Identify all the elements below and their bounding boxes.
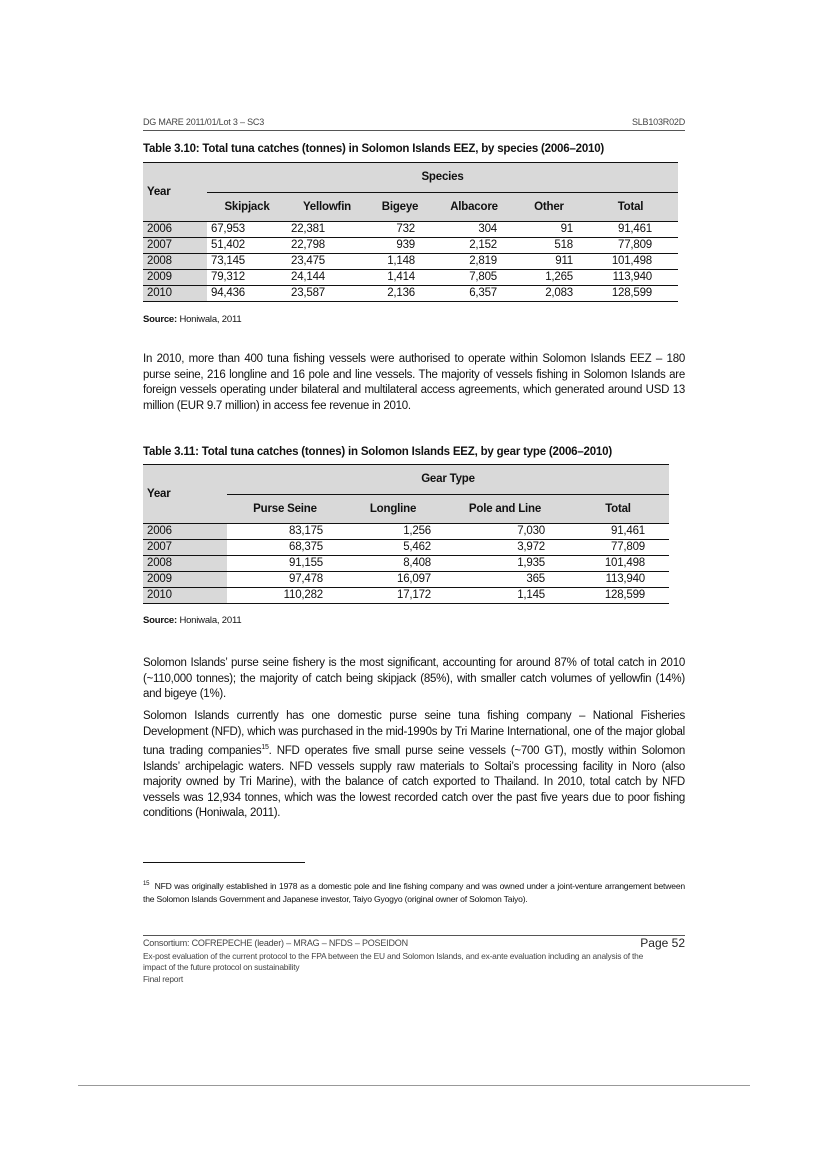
table2-year-cell: 2006 [143, 524, 227, 540]
table-row [143, 588, 669, 604]
table1-value-cell: 67,953 [207, 222, 287, 238]
nfd-paragraph-end: . NFD operates five small purse seine vessels (~700 GT), mostly within Solomon Islands’ archipelagic waters. NFD vessels supply raw materials to Soltai’s processing facility in Noro (also majority owned by Tri Marine), with the balance of catch exported to Thailand. In 2010, total catch by NFD vessels was 12,934 tonnes, which was the lowest recorded catch over the past five years due to poor fishing conditions (Honiwala, 2011). [143, 745, 685, 820]
table1-value-cell: 24,144 [287, 270, 367, 286]
table2-year-cell: 2008 [143, 556, 227, 572]
footer-description-line2: impact of the future protocol on sustainability [143, 962, 300, 972]
nfd-paragraph-start: Solomon Islands currently has one domestic purse seine tuna fishing company – National Fisheries Development (NFD), which was purchased in the mid-1990s by Tri Marine International, one of the major global tuna trading companies [143, 710, 685, 758]
table1-year-cell: 2010 [143, 286, 207, 302]
table1-value-cell: 1,414 [367, 270, 433, 286]
table1-column-header: Total [583, 192, 678, 222]
table1-value-cell: 23,587 [287, 286, 367, 302]
table2-column-header: Total [567, 494, 669, 524]
table1-value-cell: 91 [515, 222, 583, 238]
table1-group-header: Species [207, 163, 678, 193]
table2-group-header: Gear Type [227, 465, 669, 495]
table2-column-header: Pole and Line [443, 494, 567, 524]
table1-year-cell: 2007 [143, 238, 207, 254]
table2-value-cell: 83,175 [227, 524, 343, 540]
table-row [143, 254, 678, 270]
table-row [143, 572, 669, 588]
table1-value-cell: 732 [367, 222, 433, 238]
header-reference: DG MARE 2011/01/Lot 3 – SC3 [143, 117, 264, 127]
table1-value-cell: 79,312 [207, 270, 287, 286]
table1-value-cell: 77,809 [583, 238, 678, 254]
table2-source-label: Source: [143, 615, 177, 626]
page-bottom-divider [78, 1085, 750, 1086]
footer-report-type: Final report [143, 974, 183, 984]
table-row [143, 238, 678, 254]
table2-value-cell: 91,461 [567, 524, 669, 540]
footnote-divider [143, 862, 305, 863]
table2-value-cell: 1,145 [443, 588, 567, 604]
table2-value-cell: 110,282 [227, 588, 343, 604]
table1-body [143, 222, 678, 302]
purse-seine-paragraph: Solomon Islands’ purse seine fishery is the most significant, accounting for around 87% of total catch in 2010 (~110,000 tonnes); the majority of catch being skipjack (85%), with smaller catch volumes of yellowfin (14%) and bigeye (1%). [143, 657, 685, 701]
vessels-paragraph: In 2010, more than 400 tuna fishing vessels were authorised to operate within Solomon Islands EEZ – 180 purse seine, 216 longline and 16 pole and line vessels. The majority of vessels fishing in Solomon Islands are foreign vessels operating under bilateral and multilateral access agreements, which generated around USD 13 million (EUR 9.7 million) in access fee revenue in 2010. [143, 353, 685, 412]
nfd-paragraph [143, 709, 685, 822]
table2-year-cell: 2007 [143, 540, 227, 556]
table2-value-cell: 68,375 [227, 540, 343, 556]
footnote-number: 15 [143, 881, 150, 887]
table1-caption: Table 3.10: Total tuna catches (tonnes) in Solomon Islands EEZ, by species (2006–2010) [143, 143, 605, 155]
table1-column-header: Skipjack [207, 192, 287, 222]
table1-value-cell: 911 [515, 254, 583, 270]
table2-source [143, 615, 241, 626]
table2-value-cell: 3,972 [443, 540, 567, 556]
table2-value-cell: 113,940 [567, 572, 669, 588]
table1-value-cell: 22,381 [287, 222, 367, 238]
species-catch-table [143, 162, 678, 302]
table2-body [143, 524, 669, 604]
table1-value-cell: 1,265 [515, 270, 583, 286]
page-header [143, 117, 685, 127]
table2-year-cell: 2009 [143, 572, 227, 588]
table2-value-cell: 17,172 [343, 588, 443, 604]
table-row [143, 524, 669, 540]
table1-column-headers [143, 192, 678, 222]
table1-value-cell: 73,145 [207, 254, 287, 270]
table1-value-cell: 6,357 [433, 286, 515, 302]
table1-value-cell: 2,819 [433, 254, 515, 270]
table2-value-cell: 8,408 [343, 556, 443, 572]
table1-value-cell: 7,805 [433, 270, 515, 286]
table1-value-cell: 939 [367, 238, 433, 254]
table2-value-cell: 5,462 [343, 540, 443, 556]
footer-divider [143, 935, 685, 936]
table1-column-header: Albacore [433, 192, 515, 222]
table2-value-cell: 128,599 [567, 588, 669, 604]
table1-value-cell: 51,402 [207, 238, 287, 254]
table1-column-header: Yellowfin [287, 192, 367, 222]
table2-column-header: Purse Seine [227, 494, 343, 524]
table1-value-cell: 128,599 [583, 286, 678, 302]
table2-value-cell: 97,478 [227, 572, 343, 588]
table1-source [143, 314, 241, 325]
table-row [143, 286, 678, 302]
footnote-reference: 15 [261, 744, 269, 752]
table2-value-cell: 7,030 [443, 524, 567, 540]
table2-year-header: Year [143, 465, 227, 524]
footer-description-line1: Ex-post evaluation of the current protocol to the FPA between the EU and Solomon Islands, and ex-ante evaluation including an analysis of the [143, 951, 644, 961]
table1-value-cell: 2,136 [367, 286, 433, 302]
table2-caption: Table 3.11: Total tuna catches (tonnes) in Solomon Islands EEZ, by gear type (2006–2010) [143, 446, 612, 458]
table1-value-cell: 101,498 [583, 254, 678, 270]
gear-catch-table [143, 464, 669, 604]
table2-source-text: Honiwala, 2011 [179, 615, 242, 626]
table2-column-header: Longline [343, 494, 443, 524]
table-row [143, 270, 678, 286]
table1-value-cell: 2,152 [433, 238, 515, 254]
table1-value-cell: 94,436 [207, 286, 287, 302]
table1-value-cell: 22,798 [287, 238, 367, 254]
table1-year-cell: 2009 [143, 270, 207, 286]
table1-value-cell: 91,461 [583, 222, 678, 238]
table1-year-cell: 2008 [143, 254, 207, 270]
table2-value-cell: 1,935 [443, 556, 567, 572]
header-document-code: SLB103R02D [631, 117, 685, 127]
table1-year-cell: 2006 [143, 222, 207, 238]
footnote [143, 878, 685, 906]
table2-year-cell: 2010 [143, 588, 227, 604]
table-row [143, 222, 678, 238]
table1-column-header: Bigeye [367, 192, 433, 222]
table2-value-cell: 91,155 [227, 556, 343, 572]
table-row [143, 540, 669, 556]
footer-consortium: Consortium: COFREPECHE (leader) – MRAG – NFDS – POSEIDON [143, 938, 408, 948]
table1-source-label: Source: [143, 314, 177, 325]
table1-value-cell: 1,148 [367, 254, 433, 270]
table2-value-cell: 16,097 [343, 572, 443, 588]
header-divider [143, 130, 685, 131]
table1-value-cell: 113,940 [583, 270, 678, 286]
table1-source-text: Honiwala, 2011 [179, 314, 242, 325]
table2-value-cell: 101,498 [567, 556, 669, 572]
table1-year-header: Year [143, 163, 207, 222]
table2-value-cell: 1,256 [343, 524, 443, 540]
table1-value-cell: 23,475 [287, 254, 367, 270]
table1-value-cell: 518 [515, 238, 583, 254]
page-number: Page 52 [640, 936, 685, 950]
footnote-text: NFD was originally established in 1978 as a domestic pole and line fishing company and was owned under a joint-venture arrangement between the Solomon Islands Government and Japanese investor, Taiyo Gyogyo (original owner of Solomon Taiyo). [143, 880, 685, 904]
table1-column-header: Other [515, 192, 583, 222]
table2-value-cell: 365 [443, 572, 567, 588]
table1-value-cell: 304 [433, 222, 515, 238]
table-row [143, 556, 669, 572]
table1-value-cell: 2,083 [515, 286, 583, 302]
table2-value-cell: 77,809 [567, 540, 669, 556]
